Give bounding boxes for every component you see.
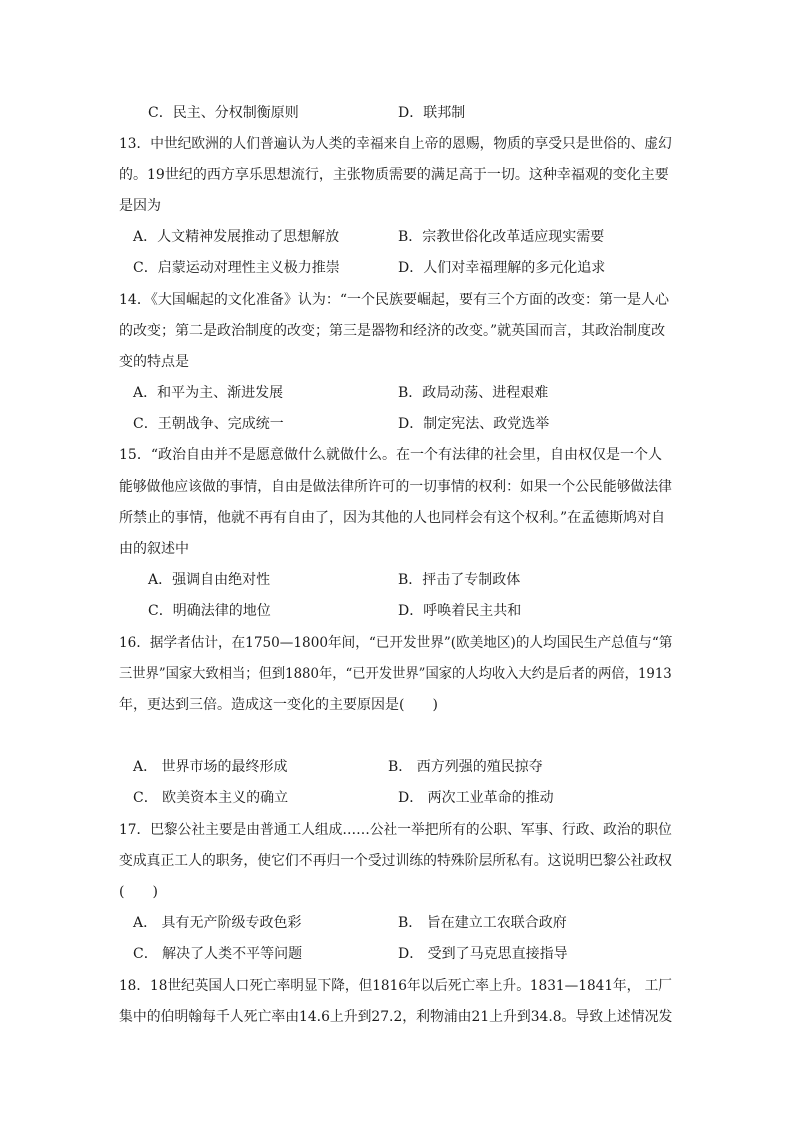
q13-option-d: D．人们对幸福理解的多元化追求 (398, 260, 606, 276)
q16-stem-line-3: 年，更达到三倍。造成这一变化的主要原因是( ) (119, 697, 438, 713)
q13-option-a: A．人文精神发展推动了思想解放 (133, 229, 340, 245)
q12-option-d: D．联邦制 (398, 105, 466, 121)
q15-option-d: D．呼唤着民主共和 (398, 603, 522, 619)
q17-stem-line-2: 变成真正工人的职务，使它们不再归一个受过训练的特殊阶层所私有。这说明巴黎公社政权 (119, 853, 672, 869)
q15-option-b: B．抨击了专制政体 (398, 572, 521, 588)
q13-option-c: C．启蒙运动对理性主义极力推崇 (133, 260, 340, 276)
q14-stem-line-2: 的改变；第二是政治制度的改变；第三是器物和经济的改变。”就英国而言，其政治制度改 (119, 323, 666, 339)
q13-stem-line-3: 是因为 (119, 198, 161, 214)
q15-stem-line-3: 所禁止的事情，他就不再有自由了，因为其他的人也同样会有这个权利。”在孟德斯鸠对自 (119, 510, 666, 526)
q15-stem-line-4: 由的叙述中 (119, 541, 189, 557)
q13-stem-line-1: 13．中世纪欧洲的人们普遍认为人类的幸福来自上帝的恩赐，物质的享受只是世俗的、虚幻 (119, 136, 672, 152)
q16-option-b: B． 西方列强的殖民掠夺 (388, 759, 543, 775)
q14-option-d: D．制定宪法、政党选举 (398, 416, 550, 432)
q14-stem-line-3: 变的特点是 (119, 354, 189, 370)
q17-option-a: A． 具有无产阶级专政色彩 (133, 915, 302, 931)
q15-option-a: A．强调自由绝对性 (148, 572, 271, 588)
q17-stem-line-1: 17．巴黎公社主要是由普通工人组成……公社一举把所有的公职、军事、行政、政治的职位 (119, 822, 672, 838)
q14-option-b: B．政局动荡、进程艰难 (398, 385, 549, 401)
q18-stem-line-1: 18．18世纪英国人口死亡率明显下降，但1816年以后死亡率上升。1831—1841年， 工厂 (119, 978, 672, 994)
q15-stem-line-1: 15．“政治自由并不是愿意做什么就做什么。在一个有法律的社会里，自由权仅是一个人 (119, 447, 662, 463)
q17-option-d: D． 受到了马克思直接指导 (398, 946, 568, 962)
q16-option-d: D． 两次工业革命的推动 (398, 790, 554, 806)
q14-stem-line-1: 14．《大国崛起的文化准备》认为：“一个民族要崛起，要有三个方面的改变：第一是人心 (119, 292, 669, 308)
q12-option-c: C．民主、分权制衡原则 (148, 105, 299, 121)
q17-stem-line-3: ( ) (119, 884, 158, 900)
q16-stem-line-2: 三世界”国家大致相当；但到1880年，“已开发世界”国家的人均收入大约是后者的两倍，1913 (119, 666, 672, 682)
q13-option-b: B．宗教世俗化改革适应现实需要 (398, 229, 605, 245)
q17-option-b: B． 旨在建立工农联合政府 (398, 915, 567, 931)
q15-stem-line-2: 能够做他应该做的事情，自由是做法律所许可的一切事情的权利：如果一个公民能够做法律 (119, 479, 672, 495)
q15-option-c: C．明确法律的地位 (148, 603, 271, 619)
q18-stem-line-2: 集中的伯明翰每千人死亡率由14.6上升到27.2，利物浦由21上升到34.8。导致上述情况发 (119, 1009, 673, 1025)
q16-option-a: A． 世界市场的最终形成 (133, 759, 288, 775)
q13-stem-line-2: 的。19世纪的西方享乐思想流行，主张物质需要的满足高于一切。这种幸福观的变化主要 (119, 167, 669, 183)
q16-stem-line-1: 16．据学者估计，在1750—1800年间，“已开发世界”(欧美地区)的人均国民生产总值与“第 (119, 635, 673, 651)
q16-option-c: C． 欧美资本主义的确立 (133, 790, 289, 806)
q14-option-c: C．王朝战争、完成统一 (133, 416, 284, 432)
q17-option-c: C． 解决了人类不平等问题 (133, 946, 303, 962)
q14-option-a: A．和平为主、渐进发展 (133, 385, 284, 401)
